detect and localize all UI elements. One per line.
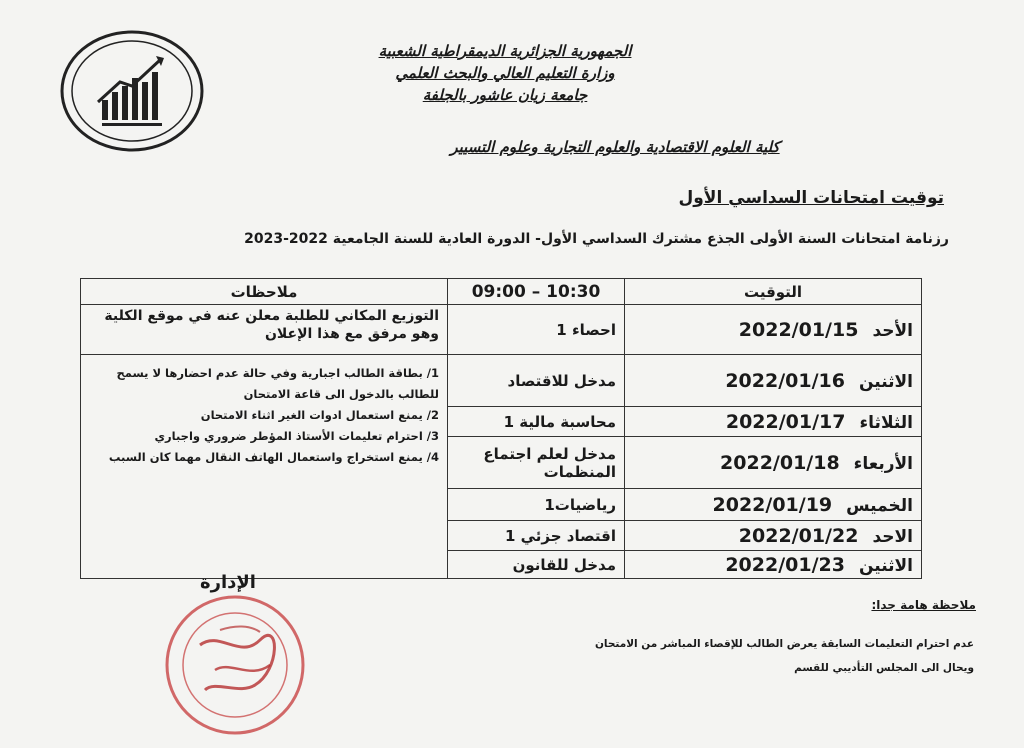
note-main: التوزيع المكاني للطلبة معلن عنه في موقع الكلية وهو مرفق مع هذا الإعلان: [104, 308, 439, 342]
table-row: [81, 355, 922, 407]
administration-label: الإدارة: [200, 572, 256, 593]
exam-date: 2022/01/16: [725, 369, 845, 392]
day-name: الأربعاء: [853, 453, 913, 474]
list-item: 3/ احترام تعليمات الأستاذ المؤطر ضروري واجباري: [154, 429, 439, 443]
ministry-name: وزارة التعليم العالي والبحث العلمي: [395, 64, 615, 82]
university-logo: [60, 30, 205, 152]
day-name: الأحد: [872, 320, 913, 341]
exam-date: 2022/01/19: [712, 493, 833, 516]
official-stamp: [160, 590, 310, 740]
subject: رياضيات1: [448, 489, 625, 521]
republic-name: الجمهورية الجزائرية الديمقراطية الشعبية: [378, 42, 632, 60]
subject: احصاء 1: [448, 305, 625, 355]
header-timing: التوقيت: [625, 279, 922, 305]
footer-line: ويحال الى المجلس التأديبي للقسم: [794, 662, 974, 674]
important-note-label: ملاحظة هامة جدا:: [871, 598, 976, 612]
subject: مدخل للقانون: [448, 551, 625, 579]
list-item: 2/ يمنع استعمال ادوات الغير اثناء الامتحان: [200, 408, 439, 422]
day-name: الخميس: [846, 495, 913, 516]
header-time-slot: 09:00 – 10:30: [448, 279, 625, 305]
institution-header: [280, 40, 730, 106]
exam-schedule-table: [80, 278, 922, 579]
day-name: الاحد: [872, 526, 913, 547]
list-item: 4/ يمنع استخراج واستعمال الهاتف النقال مهما كان السبب: [108, 450, 439, 464]
university-name: جامعة زيان عاشور بالجلفة: [422, 86, 588, 104]
footer-line: عدم احترام التعليمات السابقة يعرض الطالب للإقصاء المباشر من الامتحان: [594, 638, 974, 650]
faculty-name: كلية العلوم الاقتصادية والعلوم التجارية وعلوم التسيير: [450, 138, 780, 156]
footer-notes: [554, 632, 974, 680]
schedule-subtitle: رزنامة امتحانات السنة الأولى الجذع مشترك السداسي الأول- الدورة العادية للسنة الجامعية 2022-2023: [244, 231, 949, 247]
exam-date: 2022/01/18: [720, 451, 840, 474]
subject: اقتصاد جزئي 1: [448, 521, 625, 551]
exam-date: 2022/01/15: [738, 318, 859, 341]
exam-date: 2022/01/17: [725, 410, 846, 433]
header-notes: ملاحظات: [81, 279, 448, 305]
day-name: الاثنين: [858, 371, 913, 392]
rules-list: [89, 363, 439, 468]
subject: محاسبة مالية 1: [448, 407, 625, 437]
exam-date: 2022/01/23: [725, 553, 845, 576]
page-title: توقيت امتحانات السداسي الأول: [678, 188, 944, 208]
table-header-row: [81, 279, 922, 305]
subject: مدخل لعلم اجتماع المنظمات: [448, 437, 625, 489]
exam-date: 2022/01/22: [738, 524, 859, 547]
table-row: [81, 305, 922, 355]
subject: مدخل للاقتصاد: [448, 355, 625, 407]
list-item: 1/ بطاقة الطالب اجبارية وفي حالة عدم احضارها لا يسمح للطالب بالدخول الى قاعة الامتحان: [116, 366, 439, 401]
day-name: الثلاثاء: [859, 412, 913, 433]
day-name: الاثنين: [858, 555, 913, 576]
